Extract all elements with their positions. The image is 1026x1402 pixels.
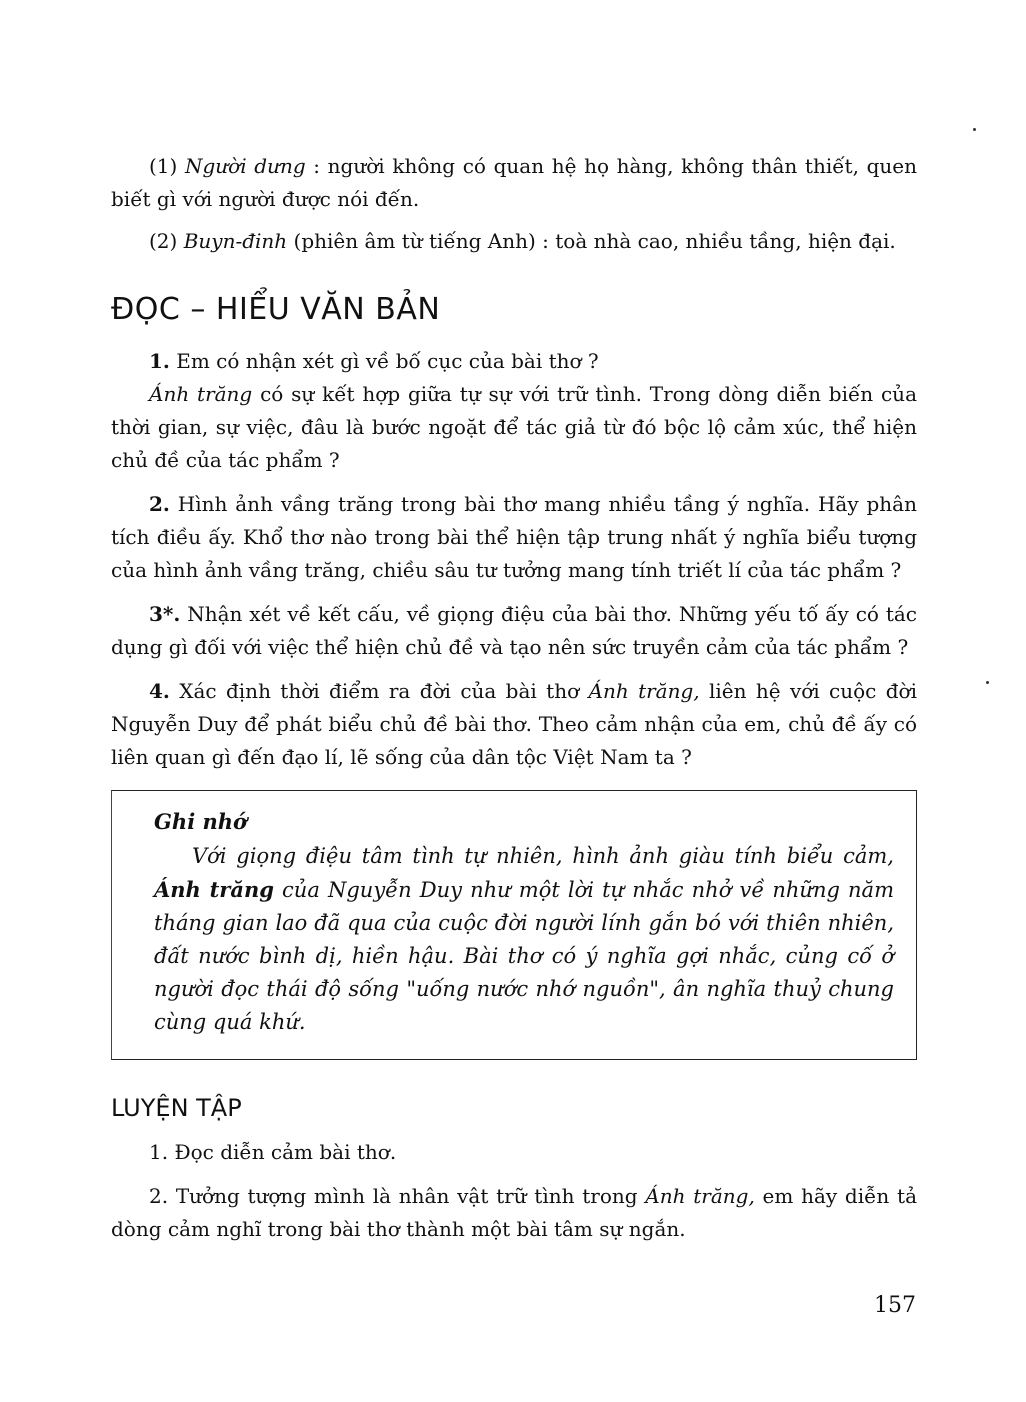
footnote-term: Người dưng [185, 154, 306, 178]
footnote-term: Buyn-đinh [183, 229, 288, 253]
question-4: 4. Xác định thời điểm ra đời của bài thơ Ánh trăng, liên hệ với cuộc đời Nguyễn Duy để phát biểu chủ đề bài thơ. Theo cảm nhận của em, chủ đề ấy có liên quan gì đến đạo lí, lẽ sống của dân tộc Việt Nam ta ? [111, 679, 917, 769]
section-title-luyen-tap: LUYỆN TẬP [111, 1094, 242, 1122]
ghi-nho-box [111, 790, 917, 1060]
footnote-2: (2) Buyn-đinh (phiên âm từ tiếng Anh) : toà nhà cao, nhiều tầng, hiện đại. [149, 229, 896, 253]
footnote-1: (1) Người dưng : người không có quan hệ họ hàng, không thân thiết, quen biết gì với người được nói đến. [111, 154, 917, 211]
note-title: Ghi nhớ [154, 809, 248, 834]
question-1-detail: Ánh trăng có sự kết hợp giữa tự sự với trữ tình. Trong dòng diễn biến của thời gian, sự việc, đâu là bước ngoặt để tác giả từ đó bộc lộ cảm xúc, thể hiện chủ đề của tác phẩm ? [111, 382, 917, 472]
section-title-doc-hieu: ĐỌC – HIỂU VĂN BẢN [111, 292, 441, 327]
exercise-1: 1. Đọc diễn cảm bài thơ. [149, 1140, 397, 1164]
question-3: 3*. Nhận xét về kết cấu, về giọng điệu của bài thơ. Những yếu tố ấy có tác dụng gì đối với việc thể hiện chủ đề và tạo nên sức truyền cảm của tác phẩm ? [111, 602, 917, 659]
question-1: 1. Em có nhận xét gì về bố cục của bài thơ ? [149, 349, 599, 373]
exercise-2: 2. Tưởng tượng mình là nhân vật trữ tình trong Ánh trăng, em hãy diễn tả dòng cảm nghĩ trong bài thơ thành một bài tâm sự ngắn. [111, 1184, 918, 1241]
question-2: 2. Hình ảnh vầng trăng trong bài thơ mang nhiều tầng ý nghĩa. Hãy phân tích điều ấy. Khổ thơ nào trong bài thể hiện tập trung nhất ý nghĩa biểu tượng của hình ảnh vầng trăng, chiều sâu tư tưởng mang tính triết lí của tác phẩm ? [111, 492, 917, 582]
page-number: 157 [874, 1293, 916, 1318]
scan-speck [986, 681, 989, 684]
scan-speck [973, 128, 976, 131]
page-content [111, 150, 917, 1246]
note-body: Với giọng điệu tâm tình tự nhiên, hình ảnh giàu tính biểu cảm, Ánh trăng của Nguyễn Duy như một lời tự nhắc nhở về những năm tháng gian lao đã qua của cuộc đời người lính gắn bó với thiên nhiên, đất nước bình dị, hiền hậu. Bài thơ có ý nghĩa gợi nhắc, củng cố ở người đọc thái độ sống "uống nước nhớ nguồn", ân nghĩa thuỷ chung cùng quá khứ. [154, 844, 894, 1034]
